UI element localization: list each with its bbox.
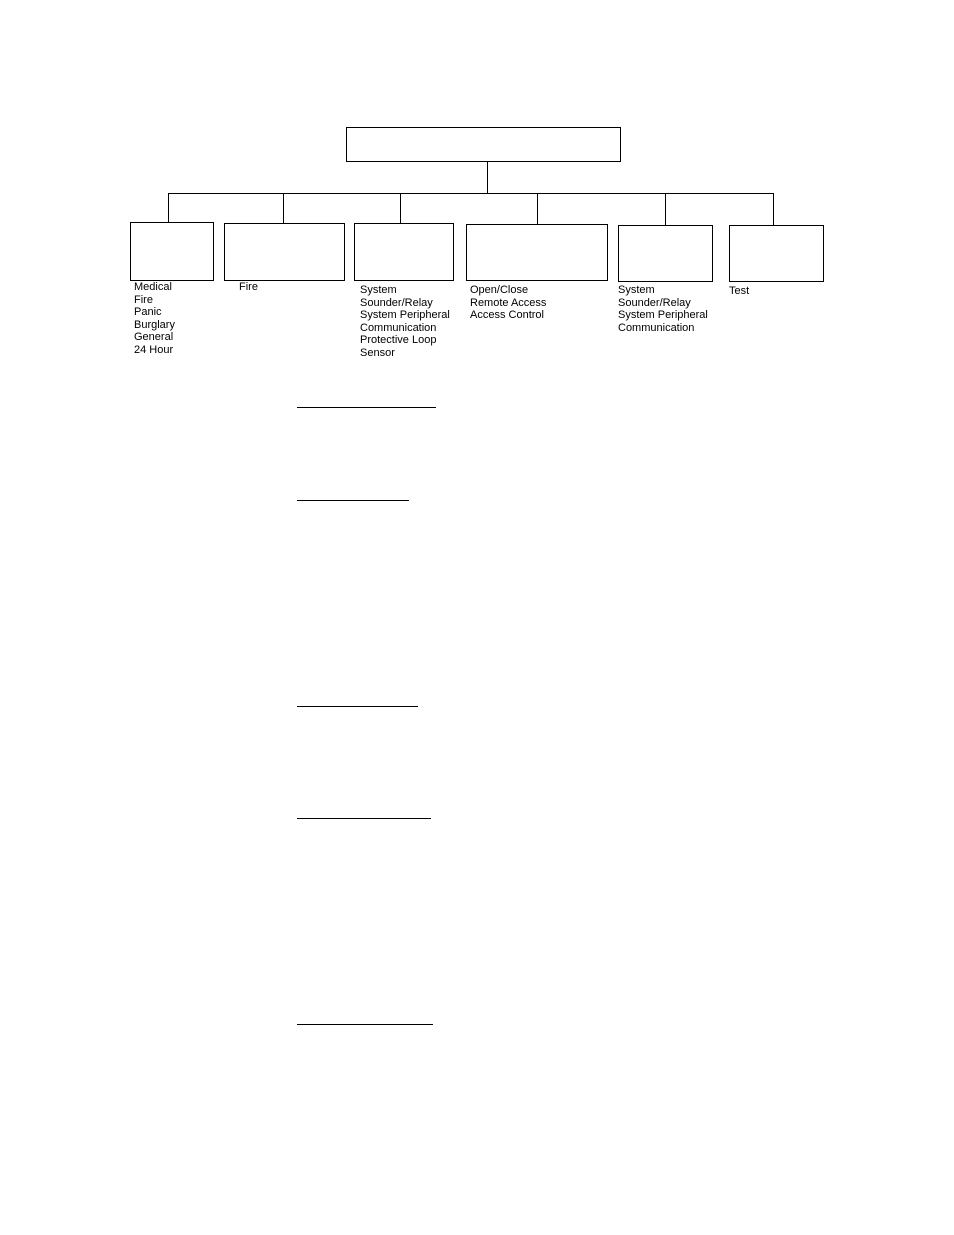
category-box-1 — [130, 222, 214, 281]
category-list-4 — [470, 284, 546, 322]
branch-drop-6 — [773, 193, 774, 225]
list-item: System Peripheral — [360, 309, 450, 321]
list-item: System — [618, 284, 655, 296]
category-list-6 — [729, 285, 749, 298]
category-list-1 — [134, 281, 175, 356]
category-box-2 — [224, 223, 345, 281]
category-list-5 — [618, 284, 708, 334]
category-box-6 — [729, 225, 824, 282]
list-item: Medical — [134, 281, 172, 293]
branch-bar — [168, 193, 774, 194]
underline-rule-1 — [297, 407, 436, 408]
underline-rule-3 — [297, 706, 418, 707]
category-box-3 — [354, 223, 454, 281]
list-item: Open/Close — [470, 284, 529, 296]
root-connector — [487, 162, 488, 193]
list-item: Fire — [134, 293, 153, 306]
branch-drop-2 — [283, 193, 284, 223]
list-item: Panic — [134, 306, 162, 318]
underline-rule-2 — [297, 500, 409, 501]
list-item: Sounder/Relay — [618, 296, 691, 309]
list-item: Sensor — [360, 346, 395, 359]
category-box-5 — [618, 225, 713, 282]
root-box — [346, 127, 621, 162]
list-item: Access Control — [470, 309, 544, 321]
branch-drop-3 — [400, 193, 401, 223]
list-item: Sounder/Relay — [360, 296, 433, 309]
list-item: Remote Access — [470, 296, 547, 309]
branch-drop-5 — [665, 193, 666, 225]
list-item: Test — [729, 285, 750, 297]
underline-rule-4 — [297, 818, 431, 819]
list-item: Communication — [618, 321, 695, 334]
list-item: System Peripheral — [618, 309, 708, 321]
category-box-4 — [466, 224, 608, 281]
list-item: Protective Loop — [360, 334, 437, 346]
list-item: Communication — [360, 321, 437, 334]
list-item: 24 Hour — [134, 343, 174, 356]
branch-drop-1 — [168, 193, 169, 222]
branch-drop-4 — [537, 193, 538, 225]
list-item: General — [134, 331, 174, 343]
list-item: System — [360, 284, 397, 296]
list-item: Burglary — [134, 318, 175, 331]
underline-rule-5 — [297, 1024, 433, 1025]
category-list-3 — [360, 284, 450, 359]
list-item: Fire — [239, 281, 258, 293]
category-list-2 — [239, 281, 258, 294]
